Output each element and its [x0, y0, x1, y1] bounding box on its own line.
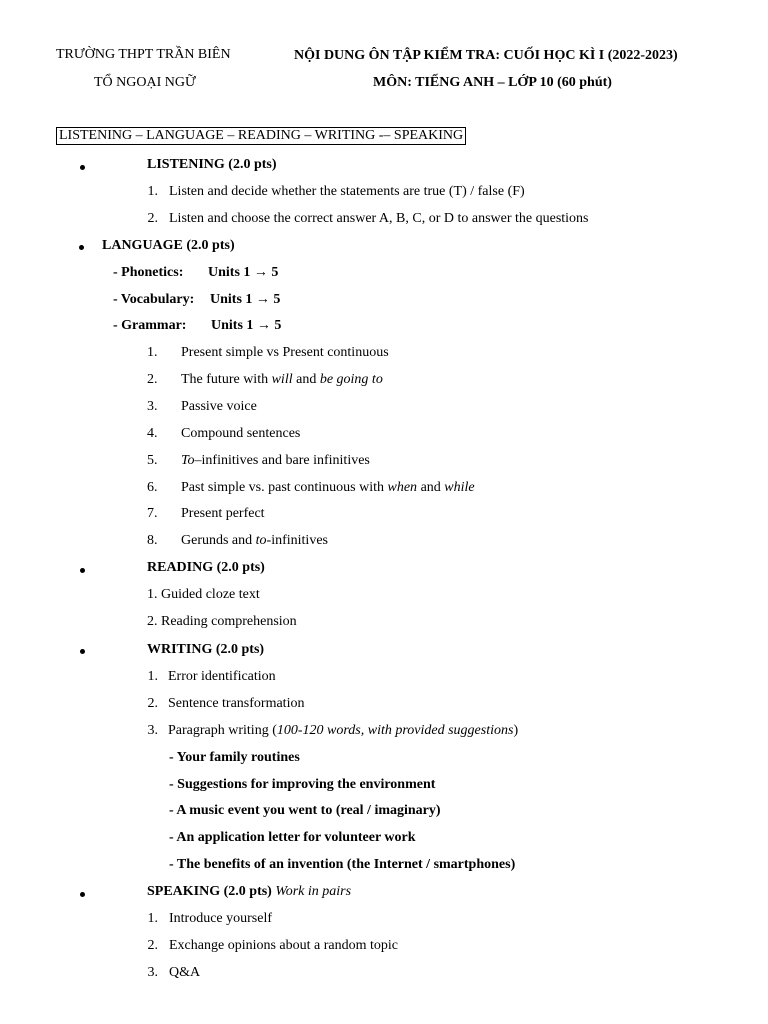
bullet-icon — [80, 649, 85, 654]
list-number: 2. — [147, 211, 158, 226]
department-name: TỔ NGOẠI NGỮ — [94, 75, 196, 90]
grammar-item: Present perfect — [181, 506, 265, 521]
language-heading: LANGUAGE (2.0 pts) — [102, 238, 235, 253]
phonetics-units: Units 1 → 5 — [208, 265, 279, 280]
list-number: 4. — [147, 426, 158, 441]
writing-item: Paragraph writing (100-120 words, with provided suggestions) — [168, 723, 519, 738]
writing-topic: - A music event you went to (real / imaginary) — [169, 803, 441, 818]
reading-heading: READING (2.0 pts) — [147, 560, 265, 575]
list-number: 3. — [147, 965, 158, 980]
grammar-item: Gerunds and to-infinitives — [181, 533, 328, 548]
speaking-item: Exchange opinions about a random topic — [169, 938, 398, 953]
sections-box: LISTENING – LANGUAGE – READING – WRITING -– SPEAKING — [56, 127, 466, 145]
list-number: 7. — [147, 506, 158, 521]
school-name: TRƯỜNG THPT TRẦN BIÊN — [56, 47, 231, 62]
reading-item: 2. Reading comprehension — [147, 614, 297, 629]
listening-item: Listen and decide whether the statements are true (T) / false (F) — [169, 184, 525, 199]
writing-item: Error identification — [168, 669, 276, 684]
speaking-heading-line: SPEAKING (2.0 pts) Work in pairs — [147, 884, 352, 899]
list-number: 5. — [147, 453, 158, 468]
vocabulary-label: - Vocabulary: — [113, 292, 195, 307]
speaking-item: Introduce yourself — [169, 911, 273, 926]
list-number: 3. — [147, 399, 158, 414]
list-number: 3. — [147, 723, 158, 738]
bullet-icon — [80, 568, 85, 573]
writing-heading: WRITING (2.0 pts) — [147, 642, 265, 657]
grammar-units: Units 1 → 5 — [211, 318, 282, 333]
list-number: 2. — [147, 938, 158, 953]
writing-item: Sentence transformation — [168, 696, 305, 711]
bullet-icon — [80, 165, 85, 170]
writing-topic: - Your family routines — [169, 750, 300, 765]
grammar-item: Past simple vs. past continuous with when and while — [181, 480, 475, 495]
grammar-item: Passive voice — [181, 399, 257, 414]
list-number: 1. — [147, 184, 158, 199]
speaking-item: Q&A — [169, 965, 201, 980]
list-number: 2. — [147, 372, 158, 387]
writing-topic: - An application letter for volunteer work — [169, 830, 416, 845]
list-number: 8. — [147, 533, 158, 548]
bullet-icon — [80, 892, 85, 897]
writing-topic: - Suggestions for improving the environment — [169, 777, 436, 792]
grammar-item: The future with will and be going to — [181, 372, 383, 387]
grammar-item: To–infinitives and bare infinitives — [181, 453, 370, 468]
grammar-label: - Grammar: — [113, 318, 187, 333]
subject-line: MÔN: TIẾNG ANH – LỚP 10 (60 phút) — [373, 75, 612, 90]
bullet-icon — [79, 245, 84, 250]
list-number: 1. — [147, 669, 158, 684]
grammar-item: Compound sentences — [181, 426, 301, 441]
writing-topic: - The benefits of an invention (the Internet / smartphones) — [169, 857, 516, 872]
listening-item: Listen and choose the correct answer A, B, C, or D to answer the questions — [169, 211, 589, 226]
list-number: 1. — [147, 345, 158, 360]
phonetics-label: - Phonetics: — [113, 265, 184, 280]
reading-item: 1. Guided cloze text — [147, 587, 260, 602]
grammar-item: Present simple vs Present continuous — [181, 345, 389, 360]
document-title: NỘI DUNG ÔN TẬP KIỂM TRA: CUỐI HỌC KÌ I (2022-2023) — [294, 48, 678, 63]
list-number: 1. — [147, 911, 158, 926]
listening-heading: LISTENING (2.0 pts) — [147, 157, 277, 172]
list-number: 2. — [147, 696, 158, 711]
list-number: 6. — [147, 480, 158, 495]
vocabulary-units: Units 1 → 5 — [210, 292, 281, 307]
